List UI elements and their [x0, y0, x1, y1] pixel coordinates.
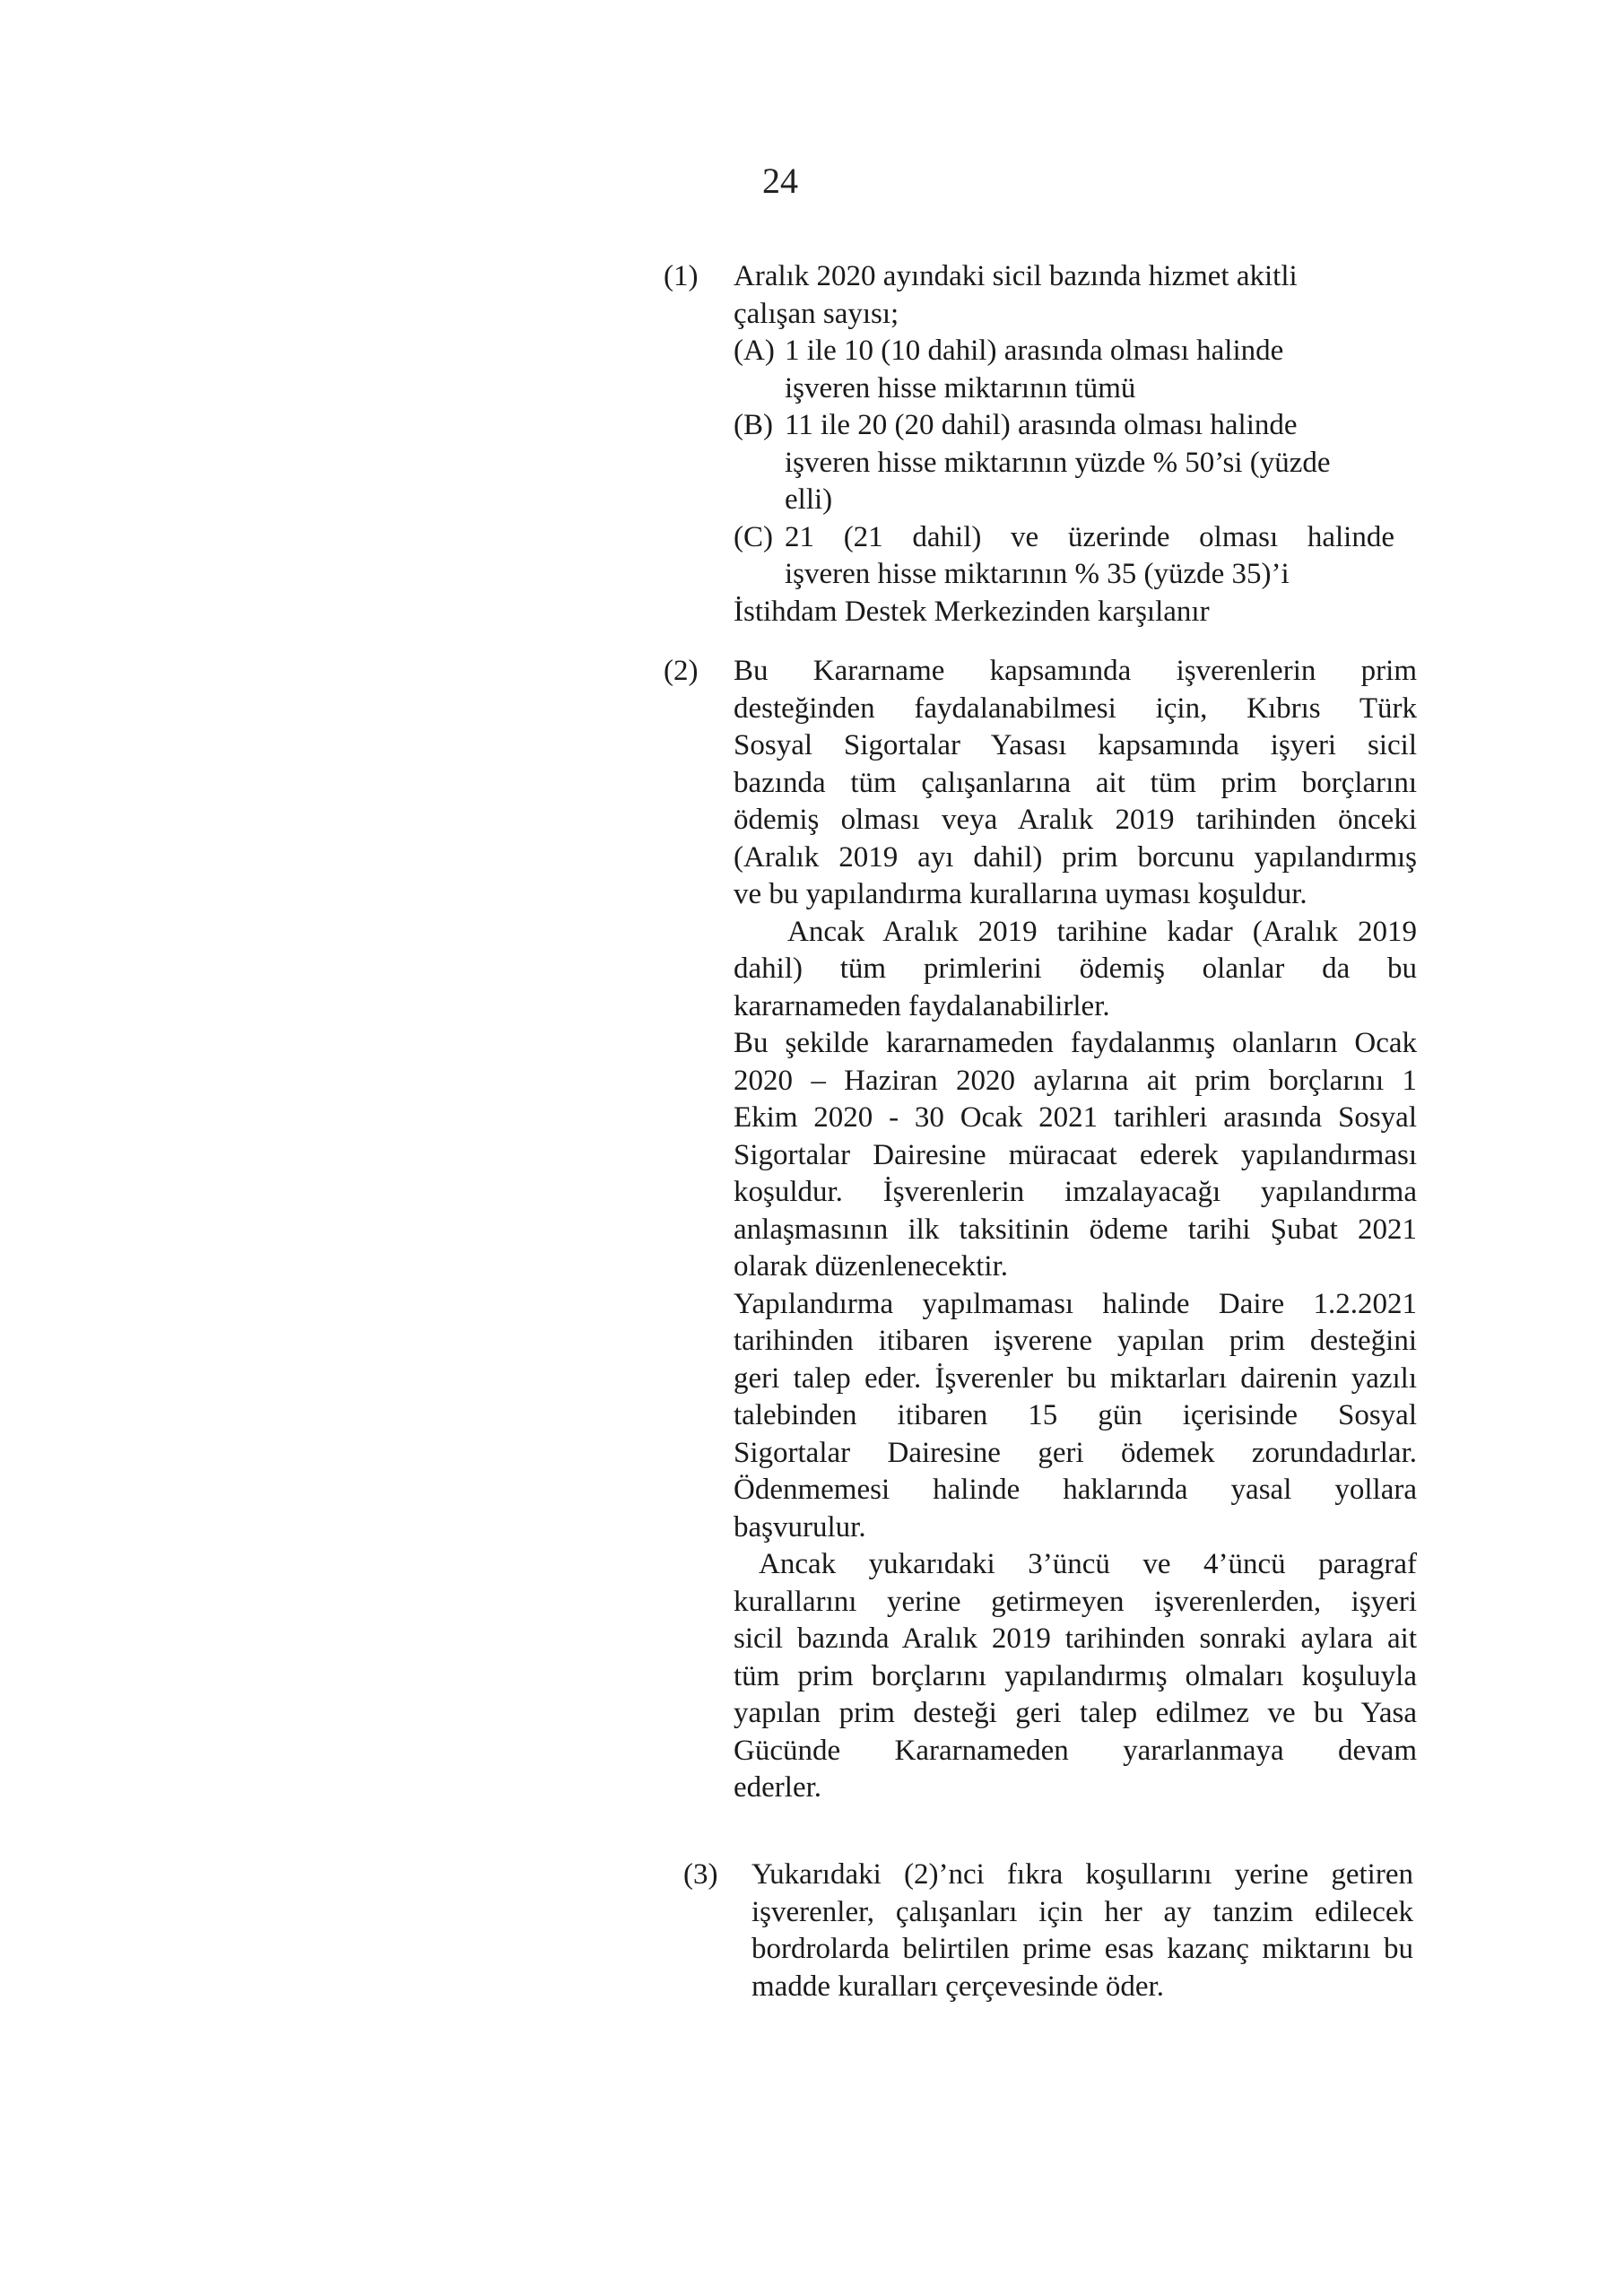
- paragraph-line: işverenler, çalışanları için her ay tanzim edilecek: [751, 1895, 1413, 1928]
- paragraph-line: anlaşmasının ilk taksitinin ödeme tarihi Şubat 2021: [734, 1213, 1417, 1246]
- paragraph-line: Bu şekilde kararnameden faydalanmış olanların Ocak: [734, 1027, 1417, 1059]
- paragraph-line: ödemiş olması veya Aralık 2019 tarihinden önceki: [734, 804, 1417, 836]
- paragraph-line: sicil bazında Aralık 2019 tarihinden sonraki aylara ait: [734, 1622, 1417, 1655]
- paragraph-line: tüm prim borçlarını yapılandırmış olmaları koşuluyla: [734, 1659, 1417, 1692]
- section-2-paragraph-1: [734, 653, 1417, 914]
- paragraph-line: Gücünde Kararnameden yararlanmaya devam: [734, 1734, 1417, 1767]
- paragraph-line: madde kuralları çerçevesinde öder.: [751, 1970, 1164, 2003]
- section-2-body: [734, 653, 1417, 1807]
- sub-item-c-line: işveren hisse miktarının % 35 (yüzde 35)’i: [785, 558, 1290, 590]
- section-1-intro-line: çalışan sayısı;: [734, 297, 899, 330]
- paragraph-line: başvurulur.: [734, 1510, 866, 1544]
- paragraph-line: koşuldur. İşverenlerin imzalayacağı yapılandırma: [734, 1176, 1417, 1208]
- paragraph-line: Sigortalar Dairesine müracaat ederek yapılandırması: [734, 1138, 1417, 1171]
- paragraph-line: kararnameden faydalanabilirler.: [734, 989, 1110, 1022]
- sub-item-c-marker: (C): [734, 520, 773, 553]
- paragraph-line: ederler.: [734, 1771, 822, 1804]
- paragraph-line: bordrolarda belirtilen prime esas kazanç miktarını bu: [751, 1933, 1413, 1965]
- section-2-paragraph-5: [734, 1546, 1417, 1807]
- paragraph-line: Ödenmemesi halinde haklarında yasal yollara: [734, 1474, 1417, 1506]
- section-2-paragraph-2: [734, 914, 1417, 1026]
- paragraph-line: tarihinden itibaren işverene yapılan prim desteğini: [734, 1325, 1417, 1357]
- sub-item-b-marker: (B): [734, 409, 773, 441]
- sub-item-c: [734, 519, 1397, 594]
- sub-item-b-line: işveren hisse miktarının yüzde % 50’si (yüzde: [785, 446, 1331, 479]
- section-1-closing-line: İstihdam Destek Merkezinden karşılanır: [734, 595, 1210, 628]
- sub-item-a-line: 1 ile 10 (10 dahil) arasında olması halinde: [785, 335, 1284, 367]
- section-3-marker: (3): [683, 1858, 718, 1891]
- paragraph-line: geri talep eder. İşverenler bu miktarları dairenin yazılı: [734, 1361, 1417, 1395]
- sub-item-a-marker: (A): [734, 335, 775, 367]
- sub-item-b: [734, 407, 1397, 519]
- section-2-paragraph-4: [734, 1286, 1417, 1547]
- sub-item-a: [734, 333, 1397, 407]
- paragraph-line: talebinden itibaren 15 gün içerisinde Sosyal: [734, 1399, 1417, 1431]
- paragraph-line: ve bu yapılandırma kurallarına uyması koşuldur.: [734, 878, 1307, 910]
- section-1-intro-line: Aralık 2020 ayındaki sicil bazında hizmet akitli: [734, 260, 1298, 292]
- paragraph-line: Sigortalar Dairesine geri ödemek zorundadırlar.: [734, 1436, 1417, 1469]
- paragraph-line: Yukarıdaki (2)’nci fıkra koşullarını yerine getiren: [751, 1858, 1413, 1891]
- sub-item-b-line: elli): [785, 483, 833, 516]
- section-2-marker: (2): [664, 655, 699, 687]
- paragraph-line: desteğinden faydalanabilmesi için, Kıbrıs Türk: [734, 691, 1417, 725]
- paragraph-line: Ancak Aralık 2019 tarihine kadar (Aralık 2019: [787, 915, 1417, 948]
- paragraph-line: yapılan prim desteği geri talep edilmez ve bu Yasa: [734, 1697, 1417, 1729]
- paragraph-line: dahil) tüm primlerini ödemiş olanlar da bu: [734, 952, 1417, 985]
- paragraph-line: Ekim 2020 - 30 Ocak 2021 tarihleri arasında Sosyal: [734, 1101, 1417, 1134]
- page-number: 24: [762, 161, 798, 201]
- paragraph-line: 2020 – Haziran 2020 aylarına ait prim borçlarını 1: [734, 1064, 1417, 1097]
- section-2-paragraph-3: [734, 1025, 1417, 1286]
- section-1-body: [734, 258, 1397, 631]
- paragraph-line: (Aralık 2019 ayı dahil) prim borcunu yapılandırmış: [734, 840, 1417, 874]
- sub-item-a-line: işveren hisse miktarının tümü: [785, 371, 1136, 404]
- paragraph-line: Bu Kararname kapsamında işverenlerin prim: [734, 655, 1417, 687]
- paragraph-line: Ancak yukarıdaki 3’üncü ve 4’üncü paragraf: [759, 1548, 1417, 1580]
- paragraph-line: Sosyal Sigortalar Yasası kapsamında işyeri sicil: [734, 729, 1417, 761]
- paragraph-line: Yapılandırma yapılmaması halinde Daire 1.2.2021: [734, 1287, 1417, 1320]
- sub-item-b-line: 11 ile 20 (20 dahil) arasında olması halinde: [785, 409, 1298, 441]
- section-1-marker: (1): [664, 260, 699, 292]
- sub-item-c-line: 21 (21 dahil) ve üzerinde olması halinde: [785, 520, 1394, 553]
- paragraph-line: kurallarını yerine getirmeyen işverenlerden, işyeri: [734, 1585, 1417, 1618]
- section-3-body: [751, 1857, 1413, 2005]
- paragraph-line: olarak düzenlenecektir.: [734, 1250, 1009, 1283]
- paragraph-line: bazında tüm çalışanlarına ait tüm prim borçlarını: [734, 766, 1417, 799]
